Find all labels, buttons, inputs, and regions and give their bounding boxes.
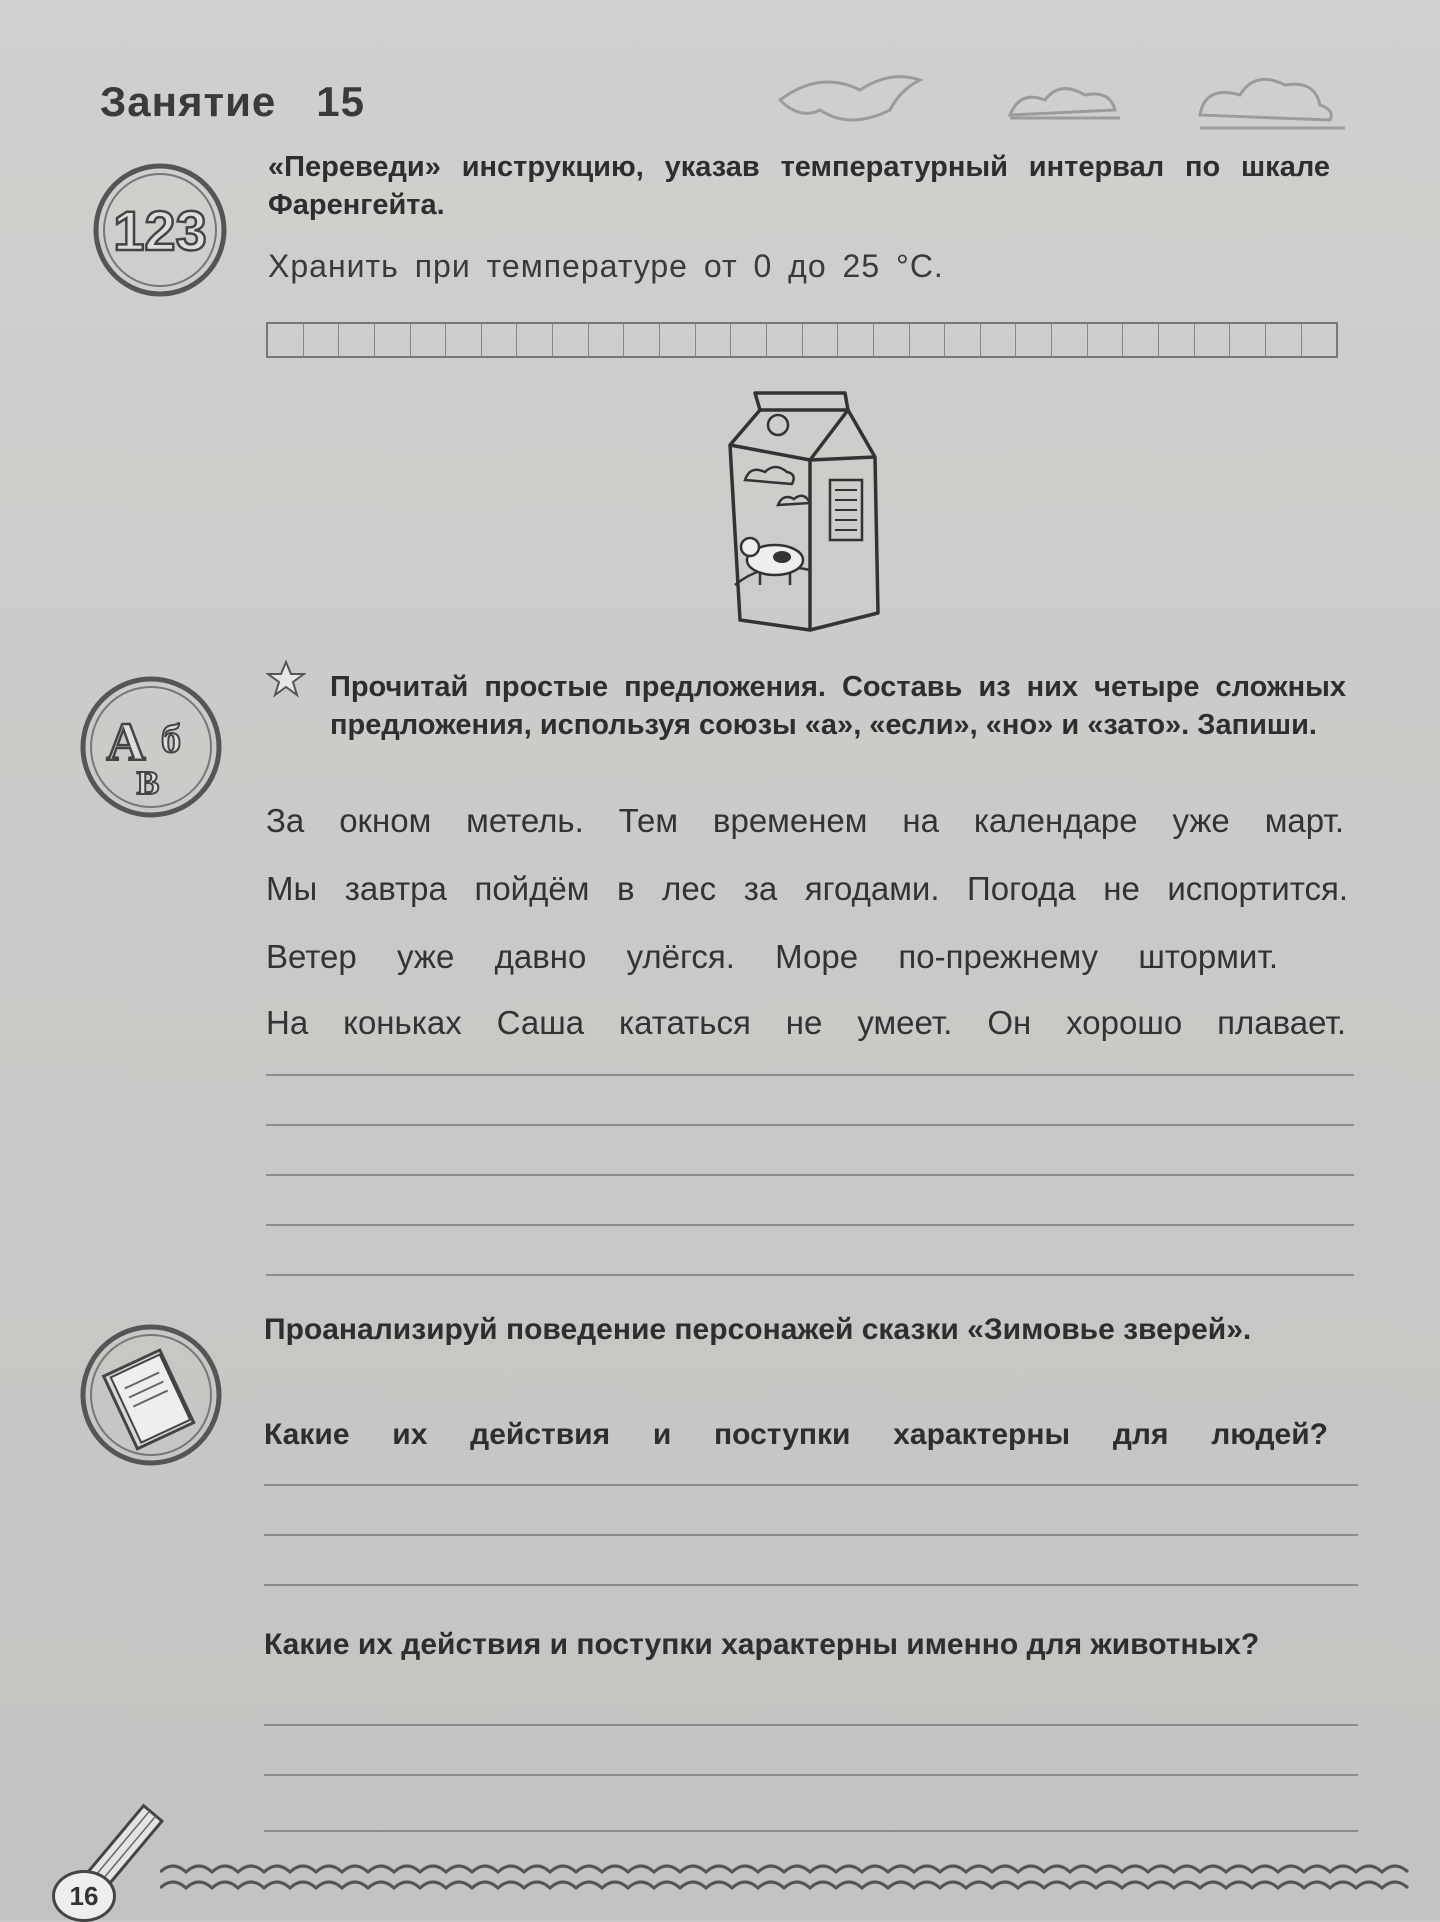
svg-text:А: А: [106, 712, 146, 772]
answer-cell[interactable]: [624, 324, 660, 356]
task2-sentence-3: Ветер уже давно улёгся. Море по-прежнему штормит.: [266, 938, 1278, 975]
answer-line[interactable]: [264, 1584, 1358, 1586]
answer-cell[interactable]: [589, 324, 625, 356]
answer-cell[interactable]: [446, 324, 482, 356]
answer-cell[interactable]: [268, 324, 304, 356]
answer-cell[interactable]: [1016, 324, 1052, 356]
page-number: 16: [52, 1870, 116, 1922]
task2-sentence-4: На коньках Саша кататься не умеет. Он хорошо плавает.: [266, 1004, 1346, 1041]
answer-cell[interactable]: [838, 324, 874, 356]
answer-cell[interactable]: [874, 324, 910, 356]
answer-cell[interactable]: [1195, 324, 1231, 356]
answer-line[interactable]: [266, 1074, 1354, 1076]
milk-carton-cow-illustration: [720, 385, 890, 635]
numbers-123-icon: [90, 160, 230, 300]
bird-and-clouds-decoration: [770, 60, 1350, 140]
answer-cell[interactable]: [304, 324, 340, 356]
lesson-label: Занятие: [100, 78, 277, 125]
answer-cell[interactable]: [1230, 324, 1266, 356]
lesson-number: 15: [316, 78, 366, 125]
answer-cell[interactable]: [517, 324, 553, 356]
answer-line[interactable]: [266, 1274, 1354, 1276]
svg-text:б: б: [161, 716, 181, 761]
answer-cell[interactable]: [1052, 324, 1088, 356]
answer-cell[interactable]: [411, 324, 447, 356]
answer-cell[interactable]: [910, 324, 946, 356]
answer-cell-grid[interactable]: [266, 322, 1338, 358]
task1-text: Хранить при температуре от 0 до 25 °C.: [268, 248, 944, 284]
answer-line[interactable]: [264, 1774, 1358, 1776]
task2-instruction: Прочитай простые предложения. Составь из них четыре сложных предложения, используя союзы «а», «если», «но» и «зато». Запиши.: [330, 671, 1346, 741]
task2-sentence-2: Мы завтра пойдём в лес за ягодами. Погода не испортится.: [266, 870, 1348, 907]
answer-cell[interactable]: [981, 324, 1017, 356]
answer-line[interactable]: [266, 1224, 1354, 1226]
letters-abv-icon: [76, 672, 226, 822]
answer-cell[interactable]: [660, 324, 696, 356]
answer-line[interactable]: [266, 1124, 1354, 1126]
answer-cell[interactable]: [339, 324, 375, 356]
answer-line[interactable]: [264, 1724, 1358, 1726]
answer-cell[interactable]: [1266, 324, 1302, 356]
wave-border-decoration: [160, 1858, 1420, 1898]
answer-cell[interactable]: [1302, 324, 1337, 356]
answer-cell[interactable]: [1159, 324, 1195, 356]
task3-instruction: Проанализируй поведение персонажей сказки «Зимовье зверей».: [264, 1313, 1252, 1346]
answer-line[interactable]: [264, 1484, 1358, 1486]
task3-question-2: Какие их действия и поступки характерны именно для животных?: [264, 1628, 1260, 1661]
book-icon: [76, 1320, 226, 1470]
answer-line[interactable]: [266, 1174, 1354, 1176]
answer-cell[interactable]: [482, 324, 518, 356]
answer-line[interactable]: [264, 1830, 1358, 1832]
answer-cell[interactable]: [696, 324, 732, 356]
svg-text:В: В: [136, 765, 160, 802]
answer-cell[interactable]: [803, 324, 839, 356]
answer-line[interactable]: [264, 1534, 1358, 1536]
answer-cell[interactable]: [767, 324, 803, 356]
answer-cell[interactable]: [1088, 324, 1124, 356]
task1-instruction: «Переведи» инструкцию, указав температурный интервал по шкале Фаренгейта.: [268, 151, 1330, 221]
answer-cell[interactable]: [375, 324, 411, 356]
star-icon: [266, 660, 306, 698]
svg-text:123: 123: [113, 199, 207, 262]
answer-cell[interactable]: [553, 324, 589, 356]
task3-question-1: Какие их действия и поступки характерны для людей?: [264, 1418, 1328, 1451]
answer-cell[interactable]: [1123, 324, 1159, 356]
answer-cell[interactable]: [945, 324, 981, 356]
lesson-title: [100, 78, 365, 126]
answer-cell[interactable]: [731, 324, 767, 356]
task2-sentence-1: За окном метель. Тем временем на календаре уже март.: [266, 802, 1344, 839]
